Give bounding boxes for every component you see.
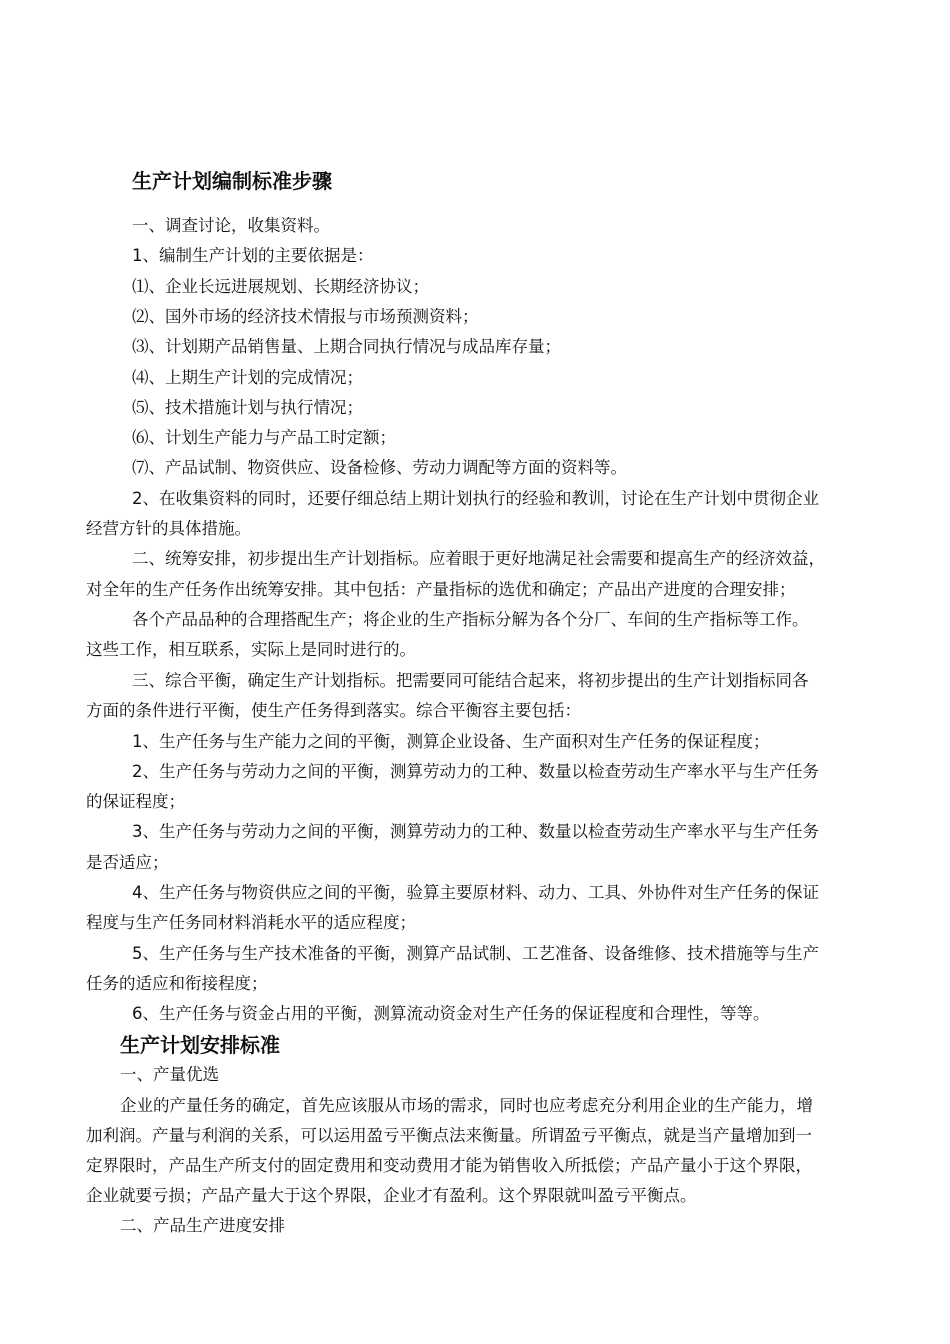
paragraph-line: 企业就要亏损；产品产量大于这个界限，企业才有盈利。这个界限就叫盈亏平衡点。: [86, 1186, 697, 1205]
list-item: ⑸、技术措施计划与执行情况；: [132, 398, 363, 417]
paragraph-line: 2、在收集资料的同时，还要仔细总结上期计划执行的经验和教训，讨论在生产计划中贯彻企业: [132, 489, 819, 508]
paragraph-line: 加利润。产量与利润的关系，可以运用盈亏平衡点法来衡量。所谓盈亏平衡点，就是当产量增加到一: [86, 1126, 812, 1145]
list-item: 5、生产任务与生产技术准备的平衡，测算产品试制、工艺准备、设备维修、技术措施等与生产: [132, 944, 819, 963]
list-item: ⑶、计划期产品销售量、上期合同执行情况与成品库存量；: [132, 337, 561, 356]
paragraph-line: 三、综合平衡，确定生产计划指标。把需要同可能结合起来，将初步提出的生产计划指标同各: [132, 671, 809, 690]
list-item: 1、生产任务与生产能力之间的平衡，测算企业设备、生产面积对生产任务的保证程度；: [132, 732, 770, 751]
section2-title: 生产计划安排标准: [120, 1033, 280, 1057]
paragraph-line: 企业的产量任务的确定，首先应该服从市场的需求，同时也应考虑充分利用企业的生产能力，增: [120, 1096, 813, 1115]
list-item: ⑹、计划生产能力与产品工时定额；: [132, 428, 396, 447]
paragraph-line: 方面的条件进行平衡，使生产任务得到落实。综合平衡容主要包括：: [86, 701, 581, 720]
section1-title: 生产计划编制标准步骤: [132, 169, 332, 193]
list-item: ⑴、企业长远进展规划、长期经济协议；: [132, 277, 429, 296]
list-item: 程度与生产任务同材料消耗水平的适应程度；: [86, 913, 416, 932]
paragraph-line: 定界限时，产品生产所支付的固定费用和变动费用才能为销售收入所抵偿；产品产量小于这个界限，: [86, 1156, 812, 1175]
list-item: 2、生产任务与劳动力之间的平衡，测算劳动力的工种、数量以检查劳动生产率水平与生产任务: [132, 762, 819, 781]
list-item: 任务的适应和衔接程度；: [86, 974, 268, 993]
list-item: ⑺、产品试制、物资供应、设备检修、劳动力调配等方面的资料等。: [132, 458, 627, 477]
list-item: 3、生产任务与劳动力之间的平衡，测算劳动力的工种、数量以检查劳动生产率水平与生产任务: [132, 822, 819, 841]
paragraph-line: 对全年的生产任务作出统筹安排。其中包括：产量指标的选优和确定；产品出产进度的合理安排；: [86, 580, 796, 599]
list-item: ⑵、国外市场的经济技术情报与市场预测资料；: [132, 307, 479, 326]
paragraph-line: 各个产品品种的合理搭配生产；将企业的生产指标分解为各个分厂、车间的生产指标等工作。: [132, 610, 809, 629]
paragraph-line: 一、产量优选: [120, 1065, 219, 1084]
list-item: 是否适应；: [86, 853, 169, 872]
paragraph-line: 二、产品生产进度安排: [120, 1216, 285, 1235]
paragraph-line: 二、统筹安排，初步提出生产计划指标。应着眼于更好地满足社会需要和提高生产的经济效益，: [132, 549, 825, 568]
paragraph-line: 一、调查讨论，收集资料。: [132, 216, 330, 235]
list-item: 的保证程度；: [86, 792, 185, 811]
paragraph-line: 这些工作，相互联系，实际上是同时进行的。: [86, 640, 416, 659]
list-item: 6、生产任务与资金占用的平衡，测算流动资金对生产任务的保证程度和合理性，等等。: [132, 1004, 770, 1023]
list-item: 4、生产任务与物资供应之间的平衡，验算主要原材料、动力、工具、外协件对生产任务的保证: [132, 883, 819, 902]
paragraph-line: 经营方针的具体措施。: [86, 519, 251, 538]
list-item: ⑷、上期生产计划的完成情况；: [132, 368, 363, 387]
paragraph-line: 1、编制生产计划的主要依据是：: [132, 246, 374, 265]
